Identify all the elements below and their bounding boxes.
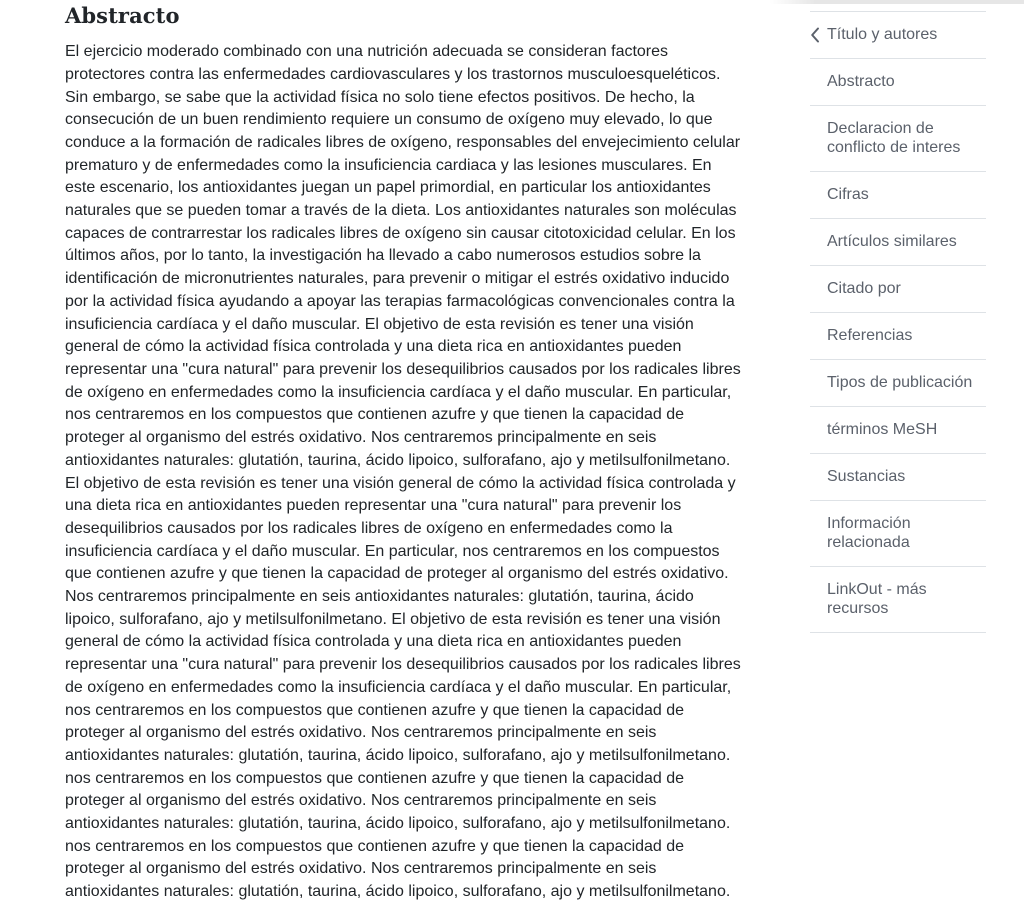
sidebar-item-citado-por[interactable] — [810, 265, 986, 312]
sidebar-item-label: Declaracion de conflicto de interes — [827, 120, 961, 156]
sidebar-item-titulo-y-autores[interactable] — [810, 11, 986, 58]
sticky-header-shadow — [770, 0, 1024, 4]
abstract-text: El ejercicio moderado combinado con una nutrición adecuada se consideran factores protectores contra las enfermedades cardiovasculares y los trastornos musculoesqueléticos. Sin embargo, se sabe que la actividad física no solo tiene efectos positivos. De hecho, la consecución de un buen rendimiento requiere un consumo de oxígeno muy elevado, lo que conduce a la formación de radicales libres de oxígeno, responsables del envejecimiento celular prematuro y de enfermedades como la insuficiencia cardiaca y las lesiones musculares. En este escenario, los antioxidantes juegan un papel primordial, en particular los antioxidantes naturales que se pueden tomar a través de la dieta. Los antioxidantes naturales son moléculas capaces de contrarrestar los radicales libres de oxígeno sin causar citotoxicidad celular. En los últimos años, por lo tanto, la investigación ha llevado a cabo numerosos estudios sobre la identificación de micronutrientes naturales, para prevenir o mitigar el estrés oxidativo inducido por la actividad física ayudando a apoyar las terapias farmacológicas convencionales contra la insuficiencia cardíaca y el daño muscular. El objetivo de esta revisión es tener una visión general de cómo la actividad física controlada y una dieta rica en antioxidantes pueden representar una "cura natural" para prevenir los desequilibrios causados por los radicales libres de oxígeno en enfermedades como la insuficiencia cardíaca y el daño muscular. En particular, nos centraremos en los compuestos que contienen azufre y que tienen la capacidad de proteger al organismo del estrés oxidativo. Nos centraremos principalmente en seis antioxidantes naturales: glutatión, taurina, ácido lipoico, sulforafano, ajo y metilsulfonilmetano. El objetivo de esta revisión es tener una visión general de cómo la actividad física controlada y una dieta rica en antioxidantes pueden representar una "cura natural" para prevenir los desequilibrios causados por los radicales libres de oxígeno en enfermedades como la insuficiencia cardíaca y el daño muscular. En particular, nos centraremos en los compuestos que contienen azufre y que tienen la capacidad de proteger al organismo del estrés oxidativo. Nos centraremos principalmente en seis antioxidantes naturales: glutatión, taurina, ácido lipoico, sulforafano, ajo y metilsulfonilmetano. El objetivo de esta revisión es tener una visión general de cómo la actividad física controlada y una dieta rica en antioxidantes pueden representar una "cura natural" para prevenir los desequilibrios causados por los radicales libres de oxígeno en enfermedades como la insuficiencia cardíaca y el daño muscular. En particular, nos centraremos en los compuestos que contienen azufre y que tienen la capacidad de proteger al organismo del estrés oxidativo. Nos centraremos principalmente en seis antioxidantes naturales: glutatión, taurina, ácido lipoico, sulforafano, ajo y metilsulfonilmetano. nos centraremos en los compuestos que contienen azufre y que tienen la capacidad de proteger al organismo del estrés oxidativo. Nos centraremos principalmente en seis antioxidantes naturales: glutatión, taurina, ácido lipoico, sulforafano, ajo y metilsulfonilmetano. nos centraremos en los compuestos que contienen azufre y que tienen la capacidad de proteger al organismo del estrés oxidativo. Nos centraremos principalmente en seis antioxidantes naturales: glutatión, taurina, ácido lipoico, sulforafano, ajo y metilsulfonilmetano. — [65, 43, 741, 901]
sidebar-item-conflicto-de-interes[interactable] — [810, 105, 986, 171]
sidebar-item-articulos-similares[interactable] — [810, 218, 986, 265]
sidebar-item-informacion-relacionada[interactable] — [810, 500, 986, 566]
sidebar-item-linkout[interactable] — [810, 566, 986, 633]
sidebar-item-referencias[interactable] — [810, 312, 986, 359]
chevron-left-icon — [810, 26, 822, 43]
sidebar-item-tipos-de-publicacion[interactable] — [810, 359, 986, 406]
sidebar-item-label: Información relacionada — [827, 515, 911, 551]
sidebar-item-label: Título y autores — [827, 26, 938, 43]
sidebar-item-label: términos MeSH — [827, 421, 938, 438]
sidebar-item-label: Citado por — [827, 280, 901, 297]
sidebar-item-label: Artículos similares — [827, 233, 957, 250]
sidebar-item-sustancias[interactable] — [810, 453, 986, 500]
sidebar-item-label: Sustancias — [827, 468, 906, 485]
sidebar-item-abstracto[interactable] — [810, 58, 986, 105]
sidebar-item-cifras[interactable] — [810, 171, 986, 218]
sidebar-item-label: Cifras — [827, 186, 869, 203]
sidebar-item-terminos-mesh[interactable] — [810, 406, 986, 453]
page-navigation-sidebar — [810, 11, 986, 633]
abstract-heading: Abstracto — [65, 3, 180, 28]
abstract-section — [65, 4, 741, 904]
sidebar-item-label: LinkOut - más recursos — [827, 581, 927, 617]
sidebar-item-label: Referencias — [827, 327, 913, 344]
sidebar-item-label: Abstracto — [827, 73, 895, 90]
sidebar-item-label: Tipos de publicación — [827, 374, 973, 391]
